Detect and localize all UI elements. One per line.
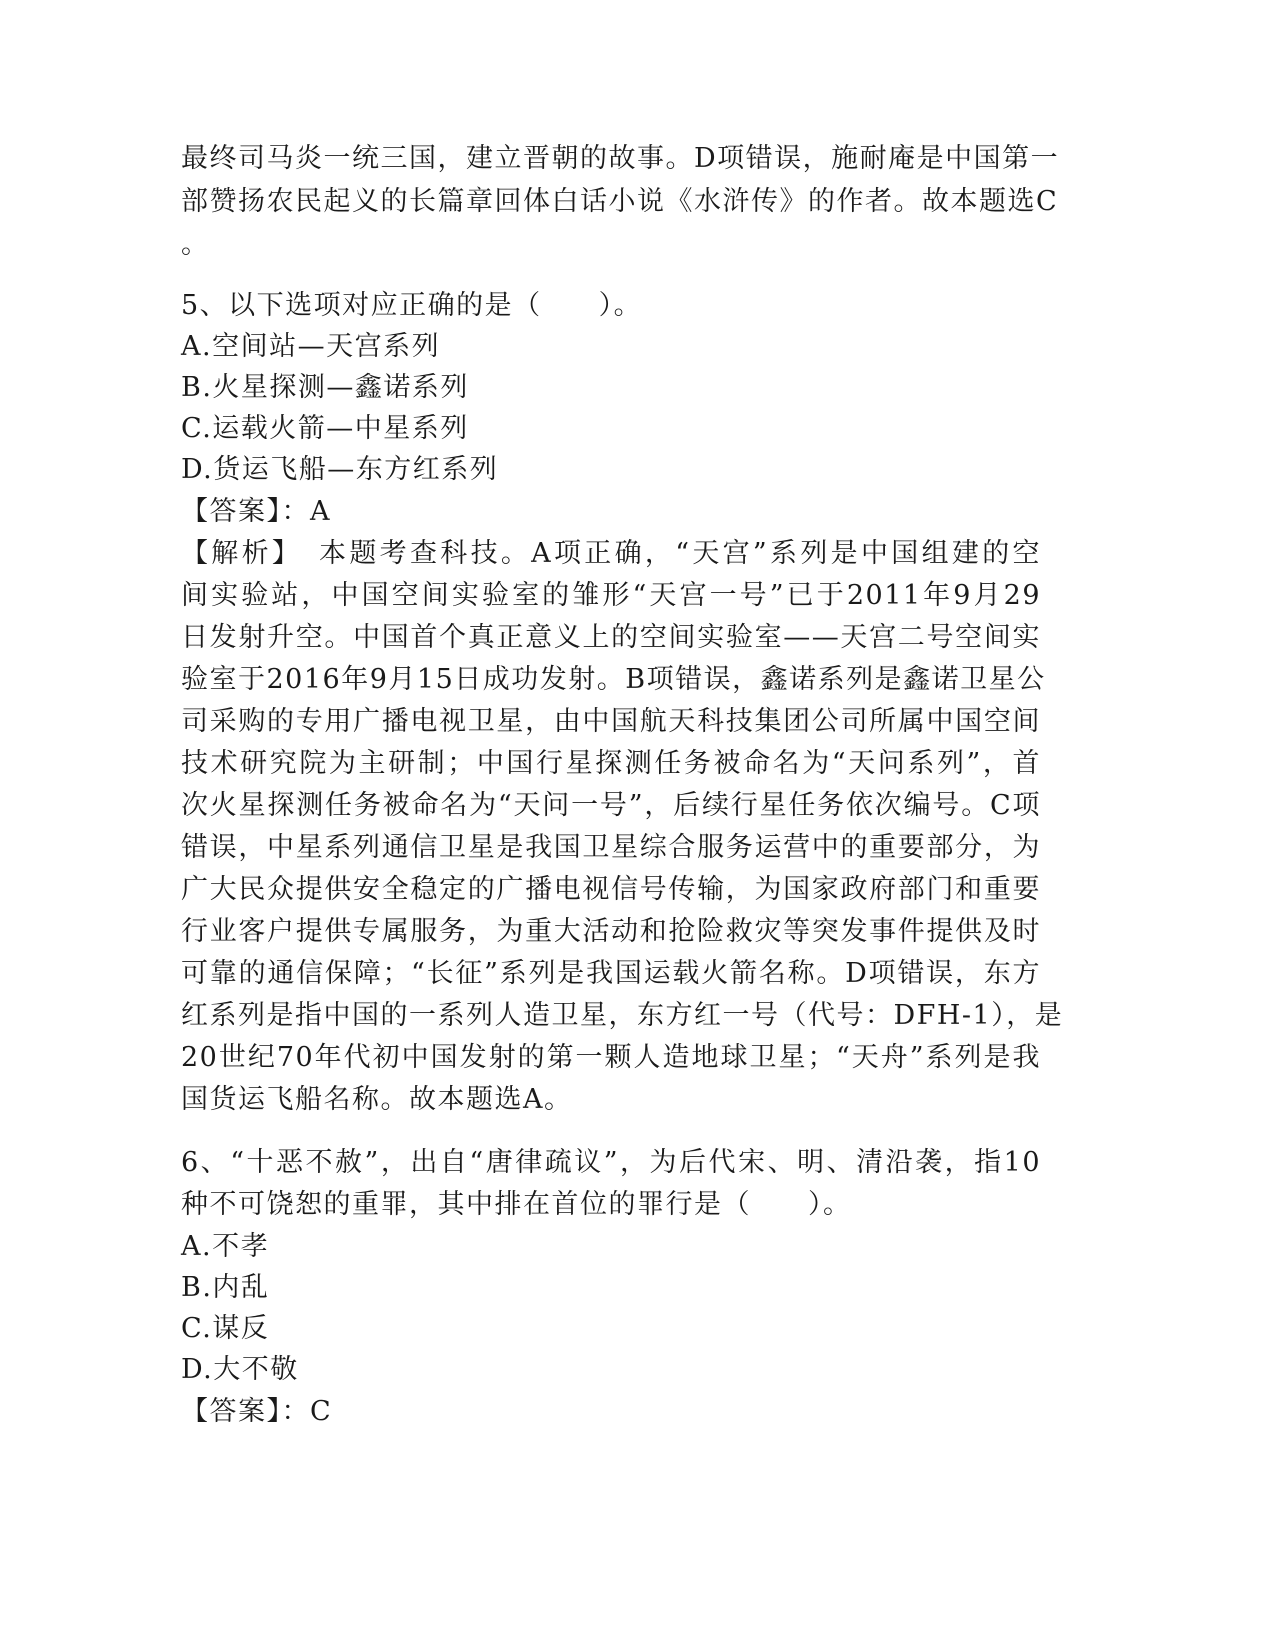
analysis-line: 验室于2016年9月15日成功发射。B项错误，鑫诺系列是鑫诺卫星公 <box>181 664 1046 695</box>
option-d: D.货运飞船—东方红系列 <box>181 454 499 485</box>
option-b: B.内乱 <box>181 1272 270 1303</box>
analysis-line: 可靠的通信保障；“长征”系列是我国运载火箭名称。D项错误，东方 <box>181 958 1041 989</box>
analysis-line: 技术研究院为主研制；中国行星探测任务被命名为“天问系列”，首 <box>181 748 1041 779</box>
option-a: A.空间站—天宫系列 <box>181 331 441 362</box>
option-a: A.不孝 <box>181 1231 270 1262</box>
analysis-line: 红系列是指中国的一系列人造卫星，东方红一号（代号：DFH-1），是 <box>181 1000 1064 1031</box>
text-line: 。 <box>181 229 210 260</box>
option-c: C.运载火箭—中星系列 <box>181 413 469 444</box>
analysis-line: 20世纪70年代初中国发射的第一颗人造地球卫星；“天舟”系列是我 <box>181 1042 1041 1073</box>
question-stem: 5、以下选项对应正确的是（ ）。 <box>181 290 643 321</box>
analysis-line: 日发射升空。中国首个真正意义上的空间实验室——天宫二号空间实 <box>181 622 1041 653</box>
analysis-line: 间实验站，中国空间实验室的雏形“天宫一号”已于2011年9月29 <box>181 580 1041 611</box>
question-stem: 种不可饶恕的重罪，其中排在首位的罪行是（ ）。 <box>181 1189 852 1220</box>
analysis-line: 国货运飞船名称。故本题选A。 <box>181 1084 573 1115</box>
question-stem: 6、“十恶不赦”，出自“唐律疏议”，为后代宋、明、清沿袭，指10 <box>181 1147 1041 1178</box>
answer-line: 【答案】：A <box>181 496 331 527</box>
text-line: 最终司马炎一统三国，建立晋朝的故事。D项错误，施耐庵是中国第一 <box>181 143 1060 174</box>
analysis-line: 【解析】 本题考查科技。A项正确，“天宫”系列是中国组建的空 <box>181 538 1041 569</box>
text-line: 部赞扬农民起义的长篇章回体白话小说《水浒传》的作者。故本题选C <box>181 186 1059 217</box>
option-d: D.大不敬 <box>181 1354 299 1385</box>
answer-line: 【答案】：C <box>181 1396 333 1427</box>
option-b: B.火星探测—鑫诺系列 <box>181 372 469 403</box>
analysis-line: 司采购的专用广播电视卫星，由中国航天科技集团公司所属中国空间 <box>181 706 1041 737</box>
analysis-line: 行业客户提供专属服务，为重大活动和抢险救灾等突发事件提供及时 <box>181 916 1041 947</box>
analysis-line: 错误，中星系列通信卫星是我国卫星综合服务运营中的重要部分，为 <box>181 832 1041 863</box>
analysis-line: 广大民众提供安全稳定的广播电视信号传输，为国家政府部门和重要 <box>181 874 1041 905</box>
analysis-line: 次火星探测任务被命名为“天问一号”，后续行星任务依次编号。C项 <box>181 790 1041 821</box>
option-c: C.谋反 <box>181 1313 270 1344</box>
